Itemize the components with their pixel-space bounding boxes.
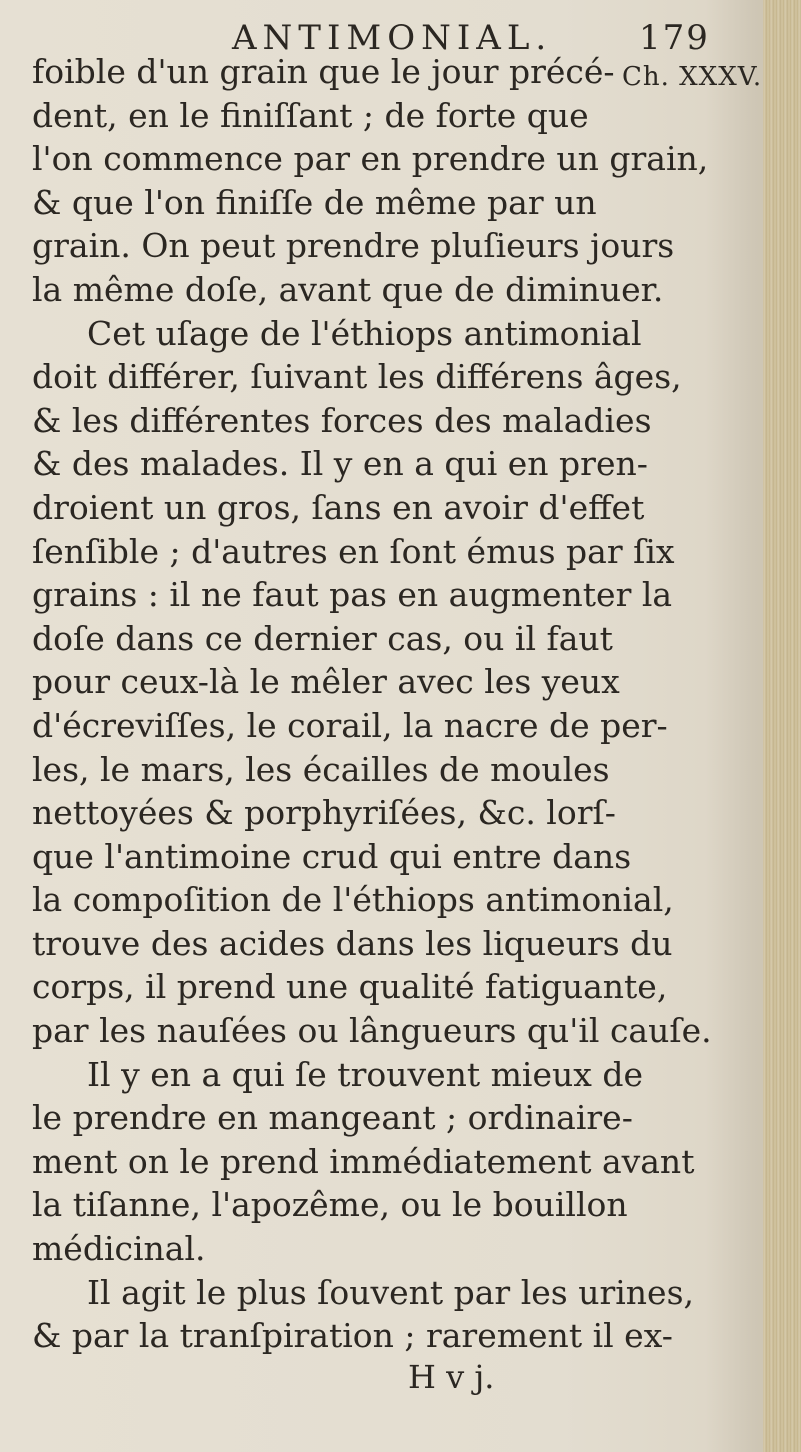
text-line: par les nauſées ou lângueurs qu'il cauſe. [32, 1011, 712, 1051]
text-line: la tiſanne, l'apozême, ou le bouillon [32, 1185, 628, 1225]
text-line: & par la tranſpiration ; rarement il ex- [32, 1316, 673, 1356]
text-line: ſenſible ; d'autres en ſont émus par ſix [32, 531, 675, 571]
text-line: la même doſe, avant que de diminuer. [32, 269, 664, 309]
text-line: Il agit le plus ſouvent par les urines, [87, 1272, 694, 1312]
text-line: trouve des acides dans les liqueurs du [32, 923, 673, 963]
text-line: & des malades. Il y en a qui en pren- [32, 444, 648, 484]
text-line: Cet uſage de l'éthiops antimonial [87, 313, 642, 353]
text-line: droient un gros, ſans en avoir d'effet [32, 487, 645, 527]
text-line: corps, il prend une qualité fatiguante, [32, 967, 668, 1007]
running-title: ANTIMONIAL. [232, 18, 553, 58]
text-line: foible d'un grain que le jour précé- [32, 52, 615, 91]
catchword: H v j. [408, 1358, 495, 1396]
text-line: grain. On peut prendre pluſieurs jours [32, 226, 675, 266]
text-line: ment on le prend immédiatement avant [32, 1141, 695, 1181]
text-line: médicinal. [32, 1229, 206, 1269]
page-number: 179 [639, 18, 710, 58]
text-line: le prendre en mangeant ; ordinaire- [32, 1098, 633, 1138]
page-edge [763, 0, 801, 1452]
text-line: la compoſition de l'éthiops antimonial, [32, 880, 674, 920]
text-line: dent, en le finiſſant ; de forte que [32, 95, 589, 135]
text-line: d'écreviſſes, le corail, la nacre de per- [32, 705, 668, 745]
text-line: les, le mars, les écailles de moules [32, 749, 610, 789]
text-line: pour ceux-là le mêler avec les yeux [32, 662, 620, 702]
text-line: Il y en a qui ſe trouvent mieux de [87, 1054, 644, 1094]
text-line: que l'antimoine crud qui entre dans [32, 836, 632, 876]
text-line: & que l'on finiſſe de même par un [32, 182, 597, 222]
text-line: nettoyées & porphyriſées, &c. lorſ- [32, 793, 616, 833]
text-line: & les différentes forces des maladies [32, 400, 652, 440]
text-line: l'on commence par en prendre un grain, [32, 139, 709, 179]
text-line: doit différer, ſuivant les différens âges, [32, 357, 682, 397]
text-line: doſe dans ce dernier cas, ou il faut [32, 618, 613, 658]
text-line: grains : il ne faut pas en augmenter la [32, 575, 673, 615]
margin-note: Ch. XXXV. [622, 62, 763, 92]
